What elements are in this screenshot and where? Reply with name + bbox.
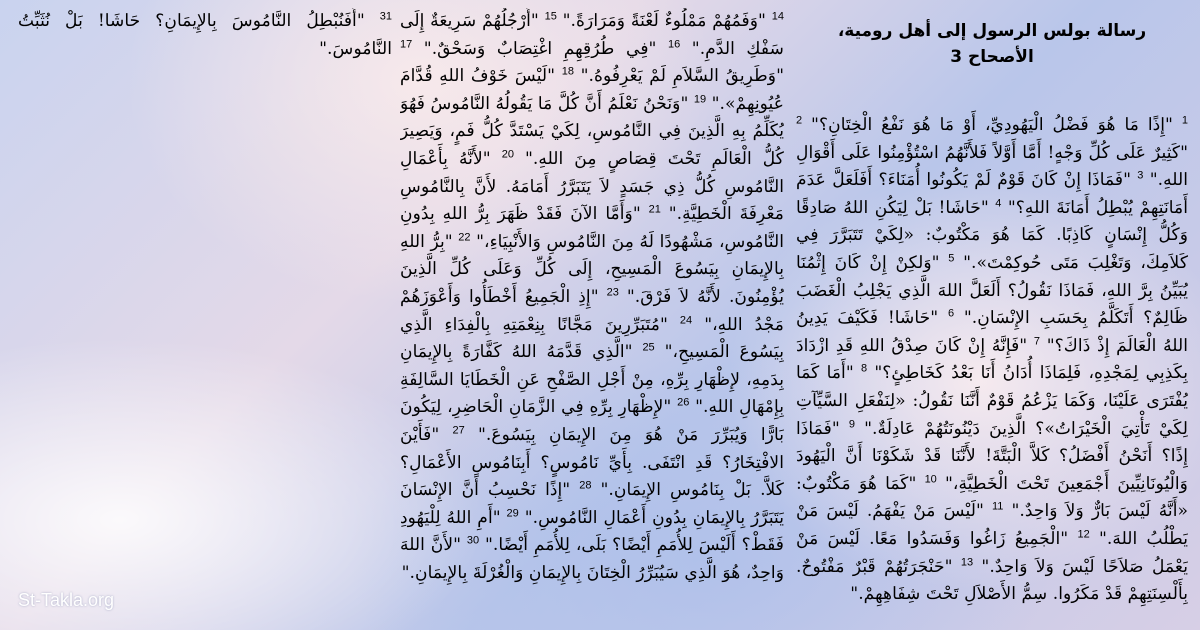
verse-number: 5 [948,252,955,265]
verse-text: "إِذًا نَحْسِبُ أَنَّ الإِنْسَانَ يَتَبَرَّرُ بِالإِيمَانِ بِدُونِ أَعْمَالِ النَّامُوسِ." [400,480,784,528]
verse-text: "حَاشَا! بَلْ لِيَكُنِ اللهُ صَادِقًا وَكُلُّ إِنْسَانٍ كَاذِبًا. كَمَا هُوَ مَكْتُوبٌ: «لِكَيْ تَتَبَرَّرَ فِي كَلاَمِكَ، وَتَغْلِبَ مَتَى حُوكِمْتَ»." [796,197,1188,273]
verse-flow-middle [400,8,784,587]
verse-text: "لَيْسَ مَنْ يَفْهَمُ. لَيْسَ مَنْ يَطْلُبُ اللهَ." [796,501,1188,549]
verse-number: 9 [848,417,855,430]
verse-text: "وَلكِنْ إِنْ كَانَ إِثْمُنَا يُبَيِّنُ بِرَّ اللهِ، فَمَاذَا نَقُولُ؟ أَلَعَلَّ اللهَ الَّذِي يَجْلِبُ الْغَضَبَ ظَالِمٌ؟ أَتَكَلَّمُ بِحَسَبِ الإِنْسَانِ." [796,252,1188,329]
verse-flow-right [796,112,1188,609]
verse-number: 3 [1137,169,1144,182]
verse-number: 12 [1077,528,1090,541]
verse-text: "فَأَيْنَ الافْتِخَارُ؟ قَدِ انْتَفَى. بِأَيِّ نَامُوسٍ؟ أَبِنَامُوسِ الأَعْمَالِ؟ كَلاَّ. بَلْ بِنَامُوسِ الإِيمَانِ." [400,424,784,501]
verse-text: "لَيْسَ خَوْفُ اللهِ قُدَّامَ عُيُونِهِمْ»." [400,66,784,114]
verse-text: "كَثِيرٌ عَلَى كُلِّ وَجْهٍ! أَمَّا أَوَّلاً فَلأَنَّهُمُ اسْتُؤْمِنُوا عَلَى أَقْوَالِ اللهِ." [796,142,1188,191]
verse-number: 31 [379,10,392,23]
title-line-2: الأصحاح 3 [950,47,1034,67]
title-line-1: رسالة بولس الرسول إلى أهل رومية، [837,21,1147,41]
verse-number: 16 [668,37,681,50]
verse-text: "لأَنَّ اللهَ وَاحِدٌ، هُوَ الَّذِي سَيُبَرِّرُ الْخِتَانَ بِالإِيمَانِ وَالْغُرْلَةَ بِالإِيمَانِ." [400,535,784,583]
verse-text: "فِي طُرُقِهِمِ اغْتِصَابٌ وَسَحْقٌ." [412,38,668,59]
verse-text: "أَفَنُبْطِلُ النَّامُوسَ بِالإِيمَانِ؟ حَاشَا! بَلْ نُثَبِّتُ النَّامُوسَ." [18,11,392,59]
verse-text: "الَّذِي قَدَّمَهُ اللهُ كَفَّارَةً بِالإِيمَانِ بِدَمِهِ، لإِظْهَارِ بِرِّهِ، مِنْ أَجْلِ الصَّفْحِ عَنِ الْخَطَايَا السَّالِفَةِ بِإِمْهَالِ اللهِ." [400,342,784,418]
verse-number: 14 [771,10,784,23]
verse [18,11,392,59]
verse-number: 15 [544,10,557,23]
verse-number: 20 [501,148,514,161]
verse-number: 8 [861,362,868,375]
verse-flow-left [18,8,392,63]
verse-number: 2 [796,114,803,127]
chapter-title [796,18,1188,70]
verse-number: 11 [991,500,1004,513]
verse-number: 7 [1033,335,1041,348]
verse-number: 18 [561,65,574,78]
verse-number: 22 [458,231,471,244]
verse-number: 24 [679,313,693,326]
column-middle [400,8,784,622]
verse-number: 17 [400,37,413,50]
verse-text: "مُتَبَرِّرِينَ مَجَّانًا بِنِعْمَتِهِ بِالْفِدَاءِ الَّذِي بِيَسُوعَ الْمَسِيحِ،" [400,314,784,363]
verse-text: "أَمَا كَمَا يُفْتَرَى عَلَيْنَا، وَكَمَا يَزْعُمُ قَوْمٌ أَنَّنَا نَقُولُ: «لِنَفْعَلِ السَّيِّآتِ لِكَيْ تَأْتِيَ الْخَيْرَاتُ»؟ الَّذِينَ دَيْنُونَتُهُمْ عَادِلَةٌ." [796,363,1188,439]
verse [557,11,784,31]
verse-text: "فَمَاذَا إِذًا؟ أَنَحْنُ أَفْضَلُ؟ كَلاَّ الْبَتَّةَ! لأَنَّنَا قَدْ شَكَوْنَا أَنَّ الْيَهُودَ وَالْيُونَانِيِّينَ أَجْمَعِينَ تَحْتَ الْخَطِيَّةِ،" [796,418,1188,494]
column-right [796,18,1188,622]
verse-text: "حَنْجَرَتُهُمْ قَبْرٌ مَفْتُوحٌ. بِأَلْسِنَتِهِمْ قَدْ مَكَرُوا. سِمُّ الأَصْلاَلِ تَحْتَ شِفَاهِهِمْ." [796,556,1188,605]
verse-text: "أَرْجُلُهُمْ سَرِيعَةٌ إِلَى سَفْكِ الدَّمِ." [400,11,784,59]
verse-number: 6 [947,307,955,320]
verse-text: "وَطَرِيقُ السَّلاَمِ لَمْ يَعْرِفُوهُ." [573,66,784,87]
verse-number: 19 [693,93,707,106]
verse-text: "كَمَا هُوَ مَكْتُوبٌ: «أَنَّهُ لَيْسَ بَارٌّ وَلاَ وَاحِدٌ." [796,473,1188,522]
verse-text: "وَنَحْنُ نَعْلَمُ أَنَّ كُلَّ مَا يَقُولُهُ النَّامُوسُ فَهُوَ يُكَلِّمُ بِهِ الَّذِينَ فِي النَّامُوسِ، لِكَيْ يَسْتَدَّ كُلُّ فَمٍ، وَيَصِيرَ كُلُّ الْعَالَمِ تَحْتَ قِصَاصٍ مِنَ اللهِ." [400,93,784,169]
verse-text: "إِذِ الْجَمِيعُ أَخْطَأُوا وَأَعْوَزَهُمْ مَجْدُ اللهِ،" [400,286,784,335]
verse-number: 30 [466,534,480,547]
verse-text: "لإِظْهَارِ بِرِّهِ فِي الزَّمَانِ الْحَاضِرِ، لِيَكُونَ بَارًّا وَيُبَرِّرَ مَنْ هُوَ مِنَ الإِيمَانِ بِيَسُوعَ." [400,397,784,445]
verse [802,115,1188,135]
verse-text: "لأَنَّهُ بِأَعْمَالِ النَّامُوسِ كُلُّ ذِي جَسَدٍ لاَ يَتَبَرَّرُ أَمَامَهُ. لأَنَّ بِالنَّامُوسِ مَعْرِفَةَ الْخَطِيَّةِ." [400,148,784,225]
verse-number: 27 [452,424,465,437]
site-watermark: St-Takla.org [18,590,115,610]
verse-number: 1 [1181,114,1188,127]
verse-text: "وَفَمُهُمْ مَمْلُوءٌ لَعْنَةً وَمَرَارَةً." [556,11,772,31]
verse-text: "بِرُّ اللهِ بِالإِيمَانِ بِيَسُوعَ الْمَسِيحِ، إِلَى كُلِّ وَعَلَى كُلِّ الَّذِينَ يُؤْمِنُونَ. لأَنَّهُ لاَ فَرْقَ." [400,231,784,307]
verse-number: 21 [648,203,661,216]
verse-number: 25 [642,341,655,354]
verse-text: "إِذًا مَا هُوَ فَضْلُ الْيَهُودِيِّ، أَوْ مَا هُوَ نَفْعُ الْخِتَانِ؟" [802,115,1182,135]
verse-text: "أَمِ اللهُ لِلْيَهُودِ فَقَطْ؟ أَلَيْسَ لِلأُمَمِ أَيْضًا؟ بَلَى، لِلأُمَمِ أَيْضًا." [400,507,784,556]
verse-number: 4 [995,197,1002,210]
verse-number: 13 [960,555,974,568]
verse-number: 10 [924,472,937,485]
verse [412,39,680,59]
column-left [18,8,392,622]
verse-text: "فَمَاذَا إِنْ كَانَ قَوْمٌ لَمْ يَكُونُوا أُمَنَاءَ؟ أَفَلَعَلَّ عَدَمَ أَمَانَتِهِمْ يُبْطِلُ أَمَانَةَ اللهِ؟" [796,170,1188,218]
verse-number: 28 [579,479,592,492]
verse-text: "حَاشَا! فَكَيْفَ يَدِينُ اللهُ الْعَالَمَ إِذْ ذَاكَ؟" [796,308,1188,356]
verse-text: "فَإِنَّهُ إِنْ كَانَ صِدْقُ اللهِ قَدِ ازْدَادَ بِكَذِبِي لِمَجْدِهِ، فَلِمَاذَا أُدَانُ أَنَا بَعْدُ كَخَاطِئٍ؟" [796,335,1188,384]
verse-text: "وَأَمَّا الآنَ فَقَدْ ظَهَرَ بِرُّ اللهِ بِدُونِ النَّامُوسِ، مَشْهُودًا لَهُ مِنَ النَّامُوسِ وَالأَنْبِيَاءِ،" [400,204,784,252]
verse-text: "الْجَمِيعُ زَاغُوا وَفَسَدُوا مَعًا. لَيْسَ مَنْ يَعْمَلُ صَلاَحًا لَيْسَ وَلاَ وَاحِدٌ." [796,528,1188,577]
verse-number: 23 [606,286,619,299]
verse-number: 29 [506,506,519,519]
verse-number: 26 [677,396,690,409]
